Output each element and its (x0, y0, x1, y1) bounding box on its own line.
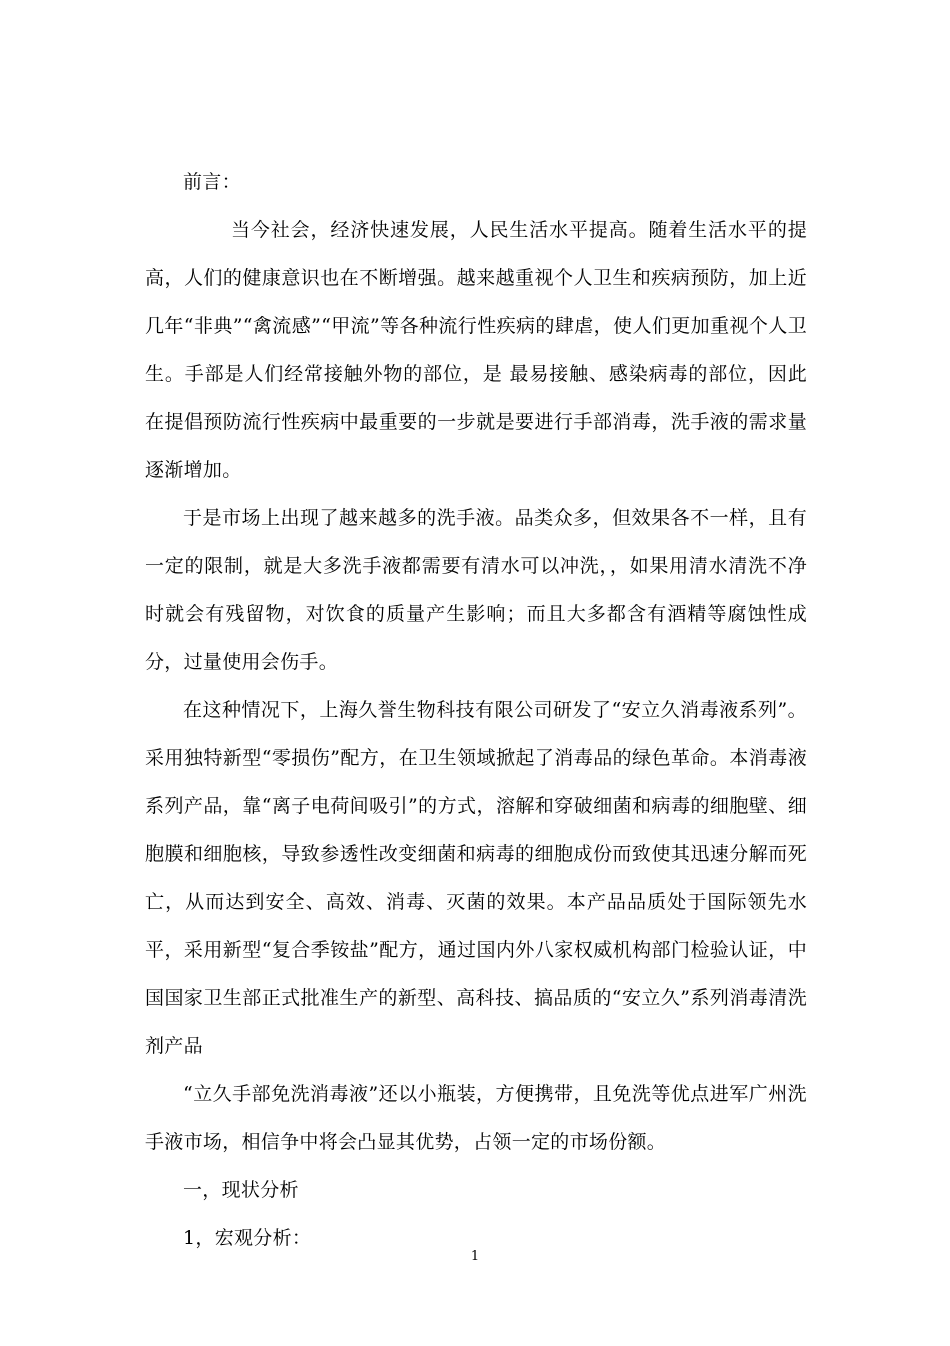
paragraph-market: 于是市场上出现了越来越多的洗手液。品类众多，但效果各不一样，且有一定的限制，就是大多洗手液都需要有清水可以冲洗，，如果用清水清洗不净时就会有残留物，对饮食的质量产生影响；而且大多都含有酒精等腐蚀性成分，过量使用会伤手。 (145, 507, 807, 673)
paragraph-intro: 当今社会，经济快速发展，人民生活水平提高。随着生活水平的提高，人们的健康意识也在不断增强。越来越重视个人卫生和疾病预防，加上近几年“非典”“禽流感”“甲流”等各种流行性疾病的肆虐，使人们更加重视个人卫生。手部是人们经常接触外物的部位，是 最易接触、感染病毒的部位，因此在提倡预防流行性疾病中最重要的一步就是要进行手部消毒，洗手液的需求量逐渐增加。 (145, 219, 807, 481)
subsection-heading: 1，宏观分析： (183, 1227, 312, 1249)
page-number: 1 (470, 1249, 480, 1264)
preface-title: 前言： (183, 171, 241, 193)
paragraph-company: 在这种情况下，上海久誉生物科技有限公司研发了“安立久消毒液系列”。采用独特新型“零损伤”配方，在卫生领域掀起了消毒品的绿色革命。本消毒液系列产品，靠“离子电荷间吸引”的方式，溶解和穿破细菌和病毒的细胞壁、细胞膜和细胞核，导致参透性改变细菌和病毒的细胞成份而致使其迅速分解而死亡，从而达到安全、高效、消毒、灭菌的效果。本产品品质处于国际领先水平，采用新型“复合季铵盐”配方，通过国内外八家权威机构部门检验认证，中国国家卫生部正式批准生产的新型、高科技、搞品质的“安立久”系列消毒清洗剂产品 (145, 699, 807, 1057)
section-heading: 一，现状分析 (183, 1179, 299, 1201)
document-body (145, 158, 807, 1262)
paragraph-product: “立久手部免洗消毒液”还以小瓶装，方便携带，且免洗等优点进军广州洗手液市场，相信争中将会凸显其优势，占领一定的市场份额。 (145, 1083, 807, 1153)
